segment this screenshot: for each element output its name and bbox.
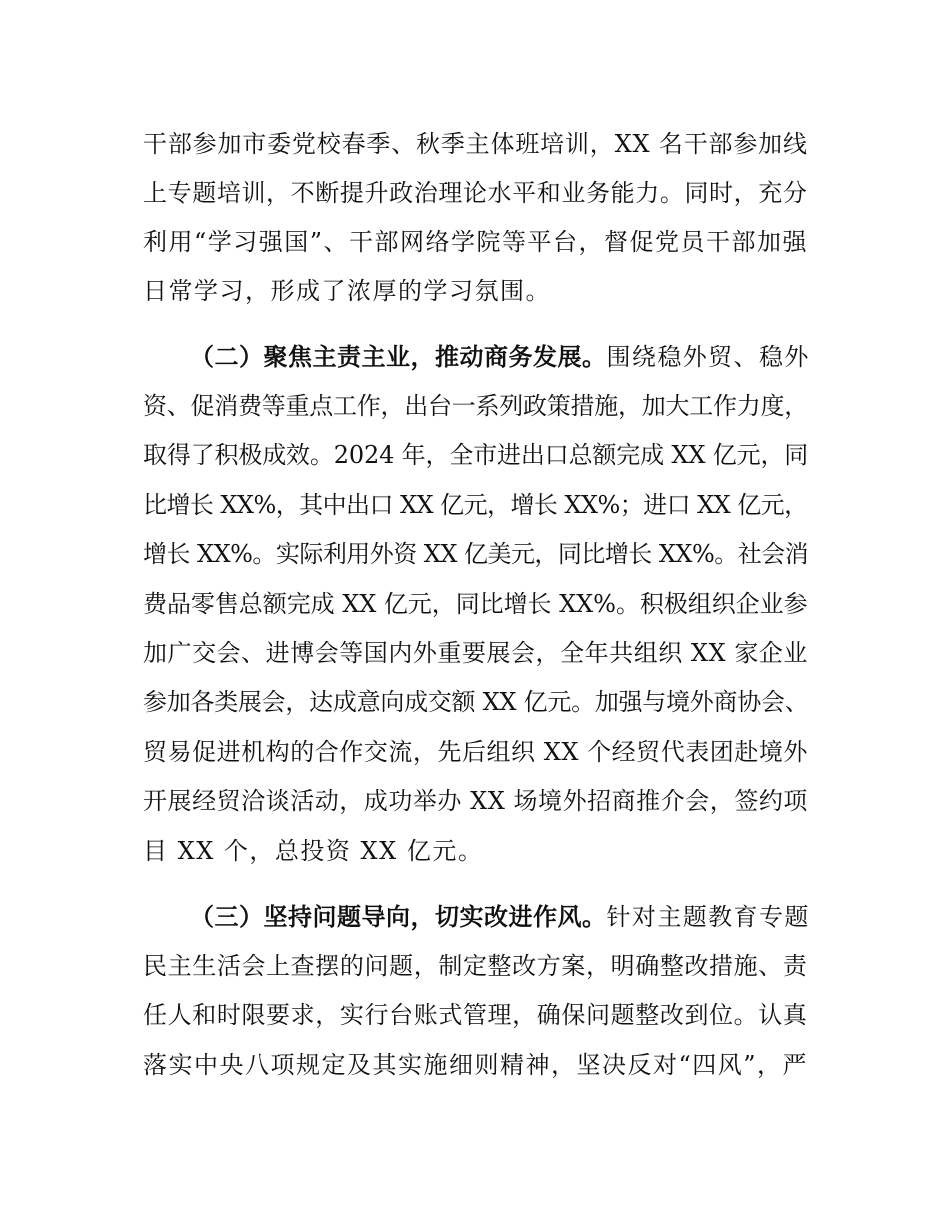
paragraph-3-line-2: 民主生活会上查摆的问题，制定整改方案，明确整改措施、责: [143, 952, 808, 980]
paragraph-3-first-line-text: 针对主题教育专题: [606, 903, 810, 931]
section-heading-3: （三）坚持问题导向，切实改进作风。: [190, 903, 607, 931]
paragraph-2-line-8: 参加各类展会，达成意向成交额 XX 亿元。加强与境外商协会、: [143, 688, 809, 716]
paragraph-1-line-4: 日常学习，形成了浓厚的学习氛围。: [143, 277, 551, 305]
paragraph-2-first-line: [190, 342, 810, 372]
paragraph-2-line-4: 比增长 XX%，其中出口 XX 亿元，增长 XX%；进口 XX 亿元，: [143, 491, 808, 519]
paragraph-2-line-6: 费品零售总额完成 XX 亿元，同比增长 XX%。积极组织企业参: [143, 590, 808, 618]
paragraph-3-line-4: 落实中央八项规定及其实施细则精神，坚决反对“四风”，严: [143, 1051, 809, 1079]
paragraph-1-line-1: 干部参加市委党校春季、秋季主体班培训，XX 名干部参加线: [143, 130, 808, 158]
paragraph-3-line-3: 任人和时限要求，实行台账式管理，确保问题整改到位。认真: [143, 1001, 808, 1029]
paragraph-2-line-5: 增长 XX%。实际利用外资 XX 亿美元，同比增长 XX%。社会消: [143, 540, 809, 568]
paragraph-1-line-3: 利用“学习强国”、干部网络学院等平台，督促党员干部加强: [143, 228, 809, 256]
paragraph-2-line-9: 贸易促进机构的合作交流，先后组织 XX 个经贸代表团赴境外: [143, 738, 808, 766]
paragraph-2-line-2: 资、促消费等重点工作，出台一系列政策措施，加大工作力度，: [143, 392, 808, 420]
paragraph-1-line-2: 上专题培训，不断提升政治理论水平和业务能力。同时，充分: [143, 179, 808, 207]
paragraph-2-line-11: 目 XX 个，总投资 XX 亿元。: [143, 837, 484, 865]
paragraph-2-line-3: 取得了积极成效。2024 年，全市进出口总额完成 XX 亿元，同: [143, 441, 809, 469]
section-heading-2: （二）聚焦主责主业，推动商务发展。: [190, 343, 607, 371]
paragraph-2-line-7: 加广交会、进博会等国内外重要展会，全年共组织 XX 家企业: [143, 639, 808, 667]
paragraph-2-first-line-text: 围绕稳外贸、稳外: [606, 343, 810, 371]
paragraph-3-first-line: [190, 902, 810, 932]
paragraph-2-line-10: 开展经贸洽谈活动，成功举办 XX 场境外招商推介会，签约项: [143, 787, 808, 815]
